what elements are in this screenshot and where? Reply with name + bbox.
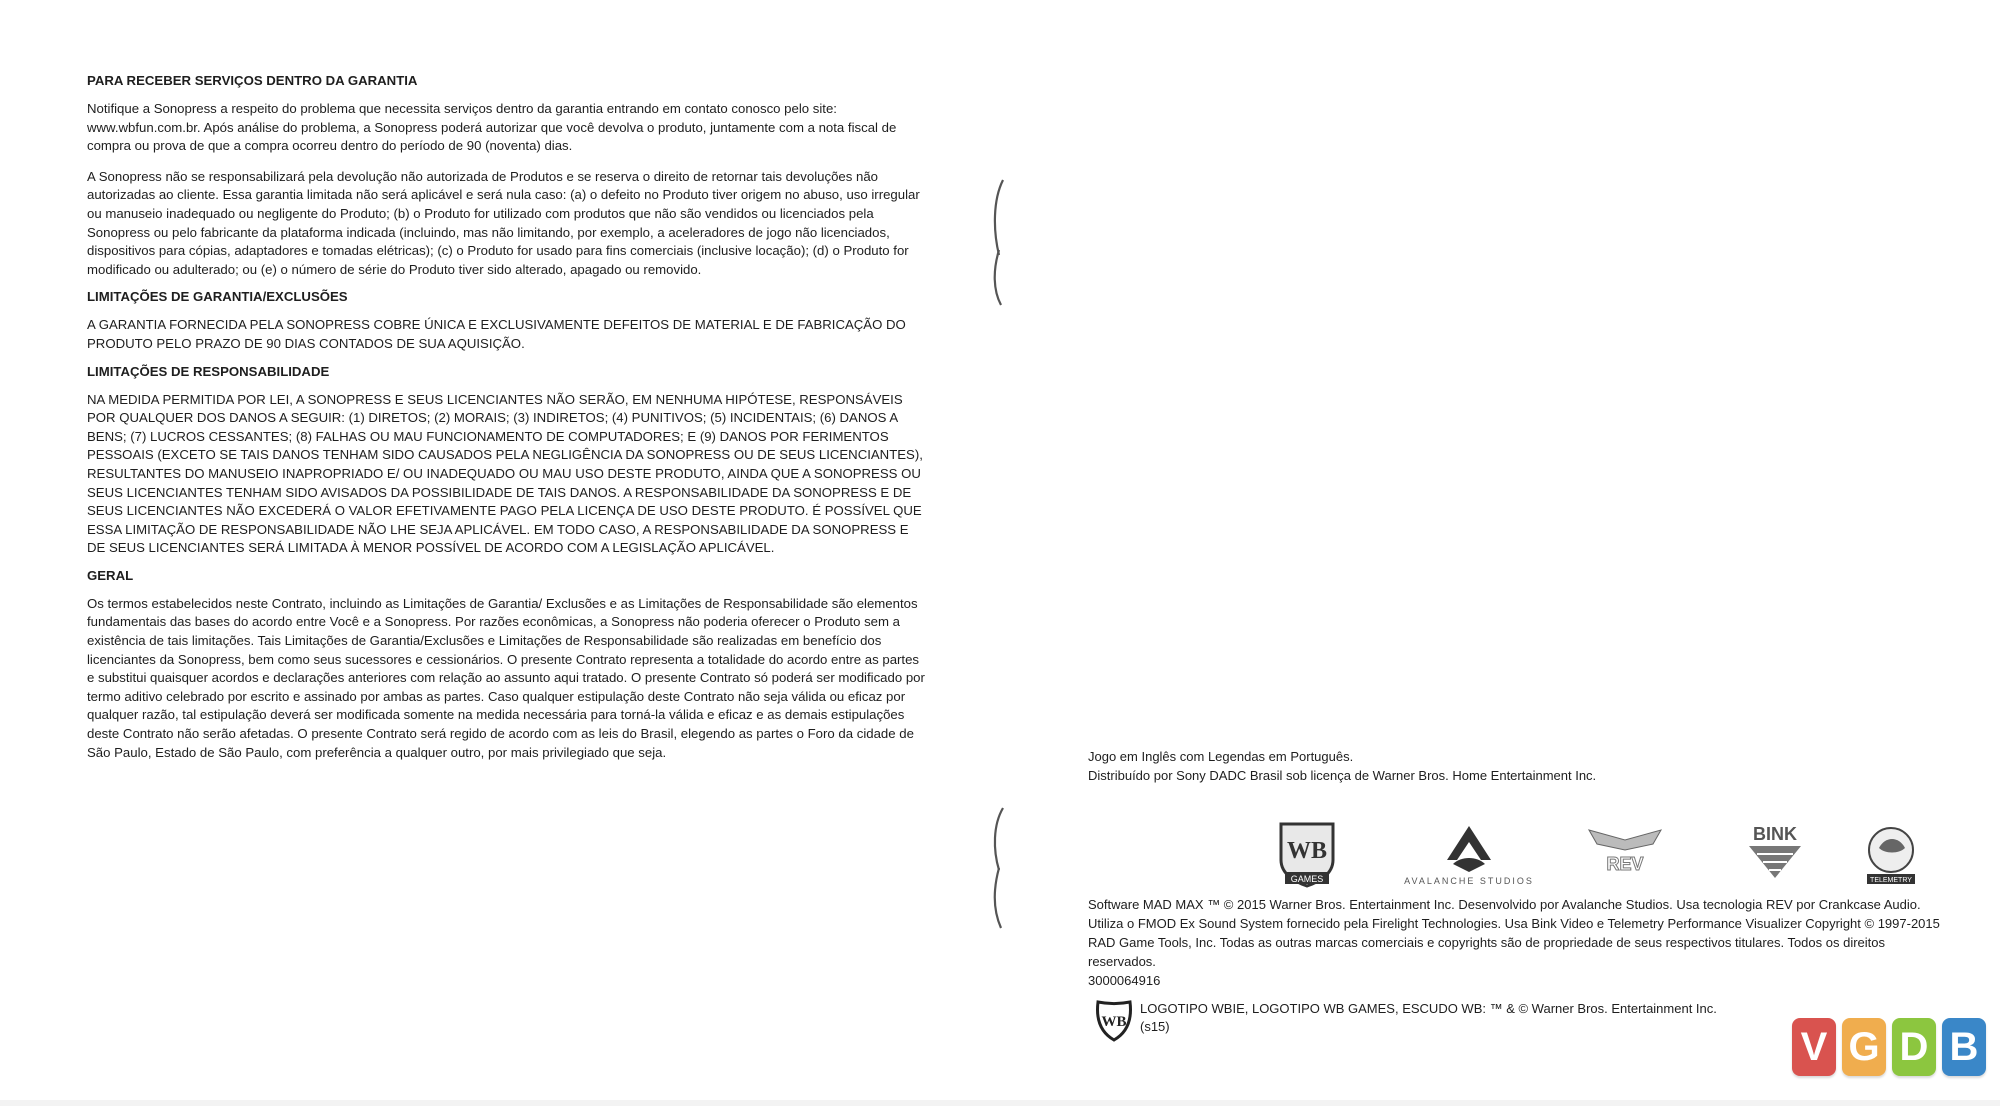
trademark-line: LOGOTIPO WBIE, LOGOTIPO WB GAMES, ESCUDO WB: ™ & © Warner Bros. Entertainment Inc. — [1140, 1001, 1717, 1016]
paragraph-warranty-service-2: A Sonopress não se responsabilizará pela devolução não autorizada de Produtos e se reserva o direito de retornar tais devoluções não autorizadas ao cliente. Essa garantia limitada não será aplicável e será nula caso: (a) o defeito no Produto tiver origem no abuso, uso irregular ou manuseio inadequado ou negligente do Produto; (b) o Produto for utilizado com produtos que não são vendidos ou licenciados pela Sonopress ou pelo fabricante da plataforma indicada (incluindo, mas não limitando, por exemplo, a aceleradores de jogo não licenciados, dispositivos para cópias, adaptadores e tomadas elétricas); (c) o Produto for usado para fins comerciais (inclusive locação); (d) o Produto for modificado ou adulterado; ou (e) o número de série do Produto tiver sido alterado, apagado ou removido. — [87, 168, 920, 277]
heading-general: GERAL — [87, 567, 134, 583]
right-page — [1088, 0, 1948, 1106]
paragraph-general: Os termos estabelecidos neste Contrato, incluindo as Limitações de Garantia/ Exclusões e as Limitações de Responsabilidade são elementos fundamentais das bases do acordo entre Você e a Sonopress. Por razões econômicas, a Sonopress não poderia oferecer o Produto sem a existência de tais limitações. Tais Limitações de Garantia/Exclusões e Limitações de Responsabilidade são realizadas em benefício dos licenciantes da Sonopress, bem como seus sucessores e cessionários. O presente Contrato representa a totalidade do acordo entre as partes e substitui quaisquer acordos e declarações anteriores com relação ao assunto aqui tratado. O presente Contrato só poderá ser modificado por termo aditivo celebrado por escrito e assinado por ambas as partes. Caso qualquer estipulação deste Contrato não seja válida ou eficaz por qualquer razão, tal estipulação deverá ser modificada somente na medida necessária para torná-la válida e eficaz e as demais estipulações deste Contrato não serão afetadas. O presente Contrato será regido de acordo com as leis do Brasil, elegendo as partes o Foro da cidade de São Paulo, Estado de São Paulo, com preferência a qualquer outro, por mais privilegiado que seja. — [87, 595, 925, 760]
booklet-staples — [985, 0, 1015, 1106]
staple-top — [995, 180, 1003, 305]
svg-text:WB: WB — [1101, 1014, 1127, 1030]
wb-shield-icon — [1094, 998, 1134, 1047]
avalanche-studios-logo — [1401, 820, 1537, 888]
staple-bottom — [995, 808, 1003, 928]
product-code: 3000064916 — [1088, 973, 1161, 988]
logo-row — [1183, 820, 1913, 888]
svg-text:BINK: BINK — [1753, 824, 1797, 844]
paragraph-warranty-limits: A GARANTIA FORNECIDA PELA SONOPRESS COBRE ÚNICA E EXCLUSIVAMENTE DEFEITOS DE MATERIAL E DE FABRICAÇÃO DO PRODUTO PELO PRAZO DE 90 DIAS CONTADOS DE SUA AQUISIÇÃO. — [87, 317, 906, 351]
heading-warranty-limits: LIMITAÇÕES DE GARANTIA/EXCLUSÕES — [87, 289, 348, 305]
language-info — [1088, 747, 1788, 785]
watermark-letter-g: G — [1842, 1018, 1886, 1076]
page-bottom-edge — [0, 1100, 2000, 1106]
credit-line: Software MAD MAX ™ © 2015 Warner Bros. Entertainment Inc. Desenvolvido por Avalanche Studios. Usa tecnologia REV por Crankcase Audio. — [1088, 897, 1921, 912]
watermark-letter-b: B — [1942, 1018, 1986, 1076]
wb-games-logo — [1275, 820, 1339, 888]
language-line: Jogo em Inglês com Legendas em Português. — [1088, 749, 1354, 764]
paragraph-liability-limits: NA MEDIDA PERMITIDA POR LEI, A SONOPRESS E SEUS LICENCIANTES NÃO SERÃO, EM NENHUMA HIPÓTESE, RESPONSÁVEIS POR QUALQUER DOS DANOS A SEGUIR: (1) DIRETOS; (2) MORAIS; (3) INDIRETOS; (4) PUNITIVOS; (5) INCIDENTAIS; (6) DANOS A BENS; (7) LUCROS CESSANTES; (8) FALHAS OU MAU FUNCIONAMENTO DE COMPUTADORES; E (9) DANOS POR FERIMENTOS PESSOAIS (EXCETO SE TAIS DANOS TENHAM SIDO CAUSADOS PELA NEGLIGÊNCIA DA SONOPRESS OU DE SEUS LICENCIANTES), RESULTANTES DO MANUSEIO INAPROPRIADO E/ OU INADEQUADO OU MAU USO DESTE PRODUTO, AINDA QUE A SONOPRESS OU SEUS LICENCIANTES TENHAM SIDO AVISADOS DA POSSIBILIDADE DE TAIS DANOS. A RESPONSABILIDADE DA SONOPRESS E DE SEUS LICENCIANTES NÃO EXCEDERÁ O VALOR EFETIVAMENTE PAGO PELA LICENÇA DE USO DESTE PRODUTO. É POSSÍVEL QUE ESSA LIMITAÇÃO DE RESPONSABILIDADE NÃO LHE SEJA APLICÁVEL. EM TODO CASO, A RESPONSABILIDADE DA SONOPRESS E DE SEUS LICENCIANTES SERÁ LIMITADA À MENOR POSSÍVEL DE ACORDO COM A LEGISLAÇÃO APLICÁVEL. — [87, 391, 923, 556]
left-page — [87, 72, 927, 774]
paragraph-warranty-service-1: Notifique a Sonopress a respeito do problema que necessita serviços dentro da garantia entrando em contato conosco pelo site: www.wbfun.com.br. Após análise do problema, a Sonopress poderá autorizar que você devolva o produto, juntamente com a nota fiscal de compra ou prova de que a compra ocorreu dentro do período de 90 (noventa) dias. — [87, 101, 897, 154]
svg-text:AVALANCHE STUDIOS: AVALANCHE STUDIOS — [1404, 876, 1534, 886]
distribution-line: Distribuído por Sony DADC Brasil sob licença de Warner Bros. Home Entertainment Inc. — [1088, 768, 1597, 783]
heading-warranty-service: PARA RECEBER SERVIÇOS DENTRO DA GARANTIA — [87, 73, 418, 88]
bink-logo — [1743, 820, 1807, 888]
trademark-code: (s15) — [1140, 1019, 1170, 1034]
credit-line: RAD Game Tools, Inc. Todas as outras marcas comerciais e copyrights são de propriedade de seus respectivos titulares. Todos os direitos reservados. — [1088, 935, 1885, 969]
watermark-letter-v: V — [1792, 1018, 1836, 1076]
svg-text:WB: WB — [1286, 838, 1328, 864]
telemetry-logo — [1859, 820, 1923, 888]
svg-text:TELEMETRY: TELEMETRY — [1870, 877, 1912, 884]
svg-text:REV: REV — [1606, 854, 1644, 874]
heading-liability-limits: LIMITAÇÕES DE RESPONSABILIDADE — [87, 363, 330, 379]
svg-text:GAMES: GAMES — [1290, 874, 1324, 884]
watermark-letter-d: D — [1892, 1018, 1936, 1076]
rev-logo — [1585, 820, 1665, 888]
credit-line: Utiliza o FMOD Ex Sound System fornecido pela Firelight Technologies. Usa Bink Video e Telemetry Performance Visualizer Copyright © 1997-2015 — [1088, 916, 1940, 931]
software-credits — [1088, 895, 1948, 990]
vgdb-watermark — [1792, 1018, 1992, 1088]
trademark-notice — [1140, 1000, 1840, 1036]
